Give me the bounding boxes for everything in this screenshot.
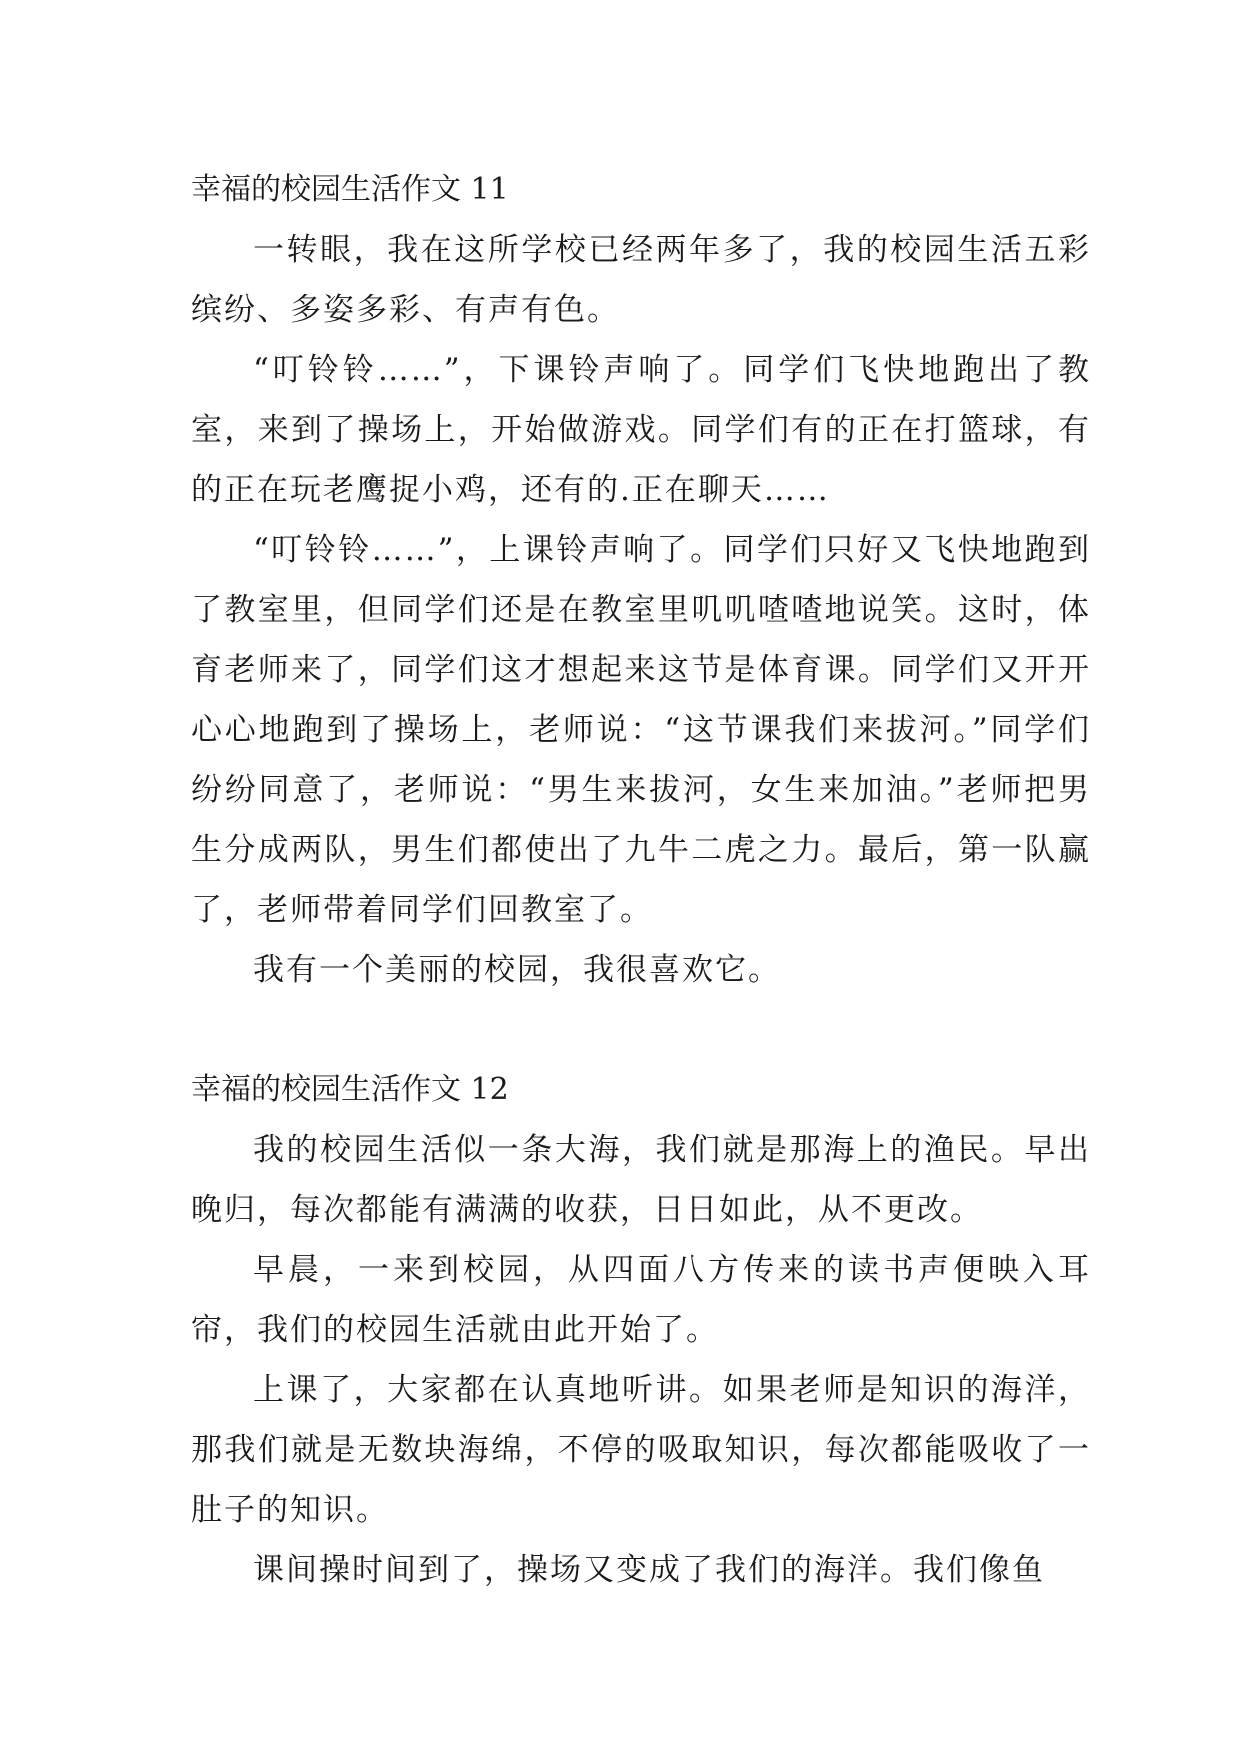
paragraph: 我的校园生活似一条大海，我们就是那海上的渔民。早出晚归，每次都能有满满的收获，日日如此，从不更改。 xyxy=(191,1132,1091,1228)
paragraph: 我有一个美丽的校园，我很喜欢它。 xyxy=(253,952,781,988)
essay-11 xyxy=(191,160,1091,1000)
essay-12 xyxy=(191,1060,1091,1600)
paragraph: 课间操时间到了，操场又变成了我们的海洋。我们像鱼 xyxy=(253,1552,1045,1588)
essay-title: 幸福的校园生活作文 11 xyxy=(191,172,509,207)
paragraph: 一转眼，我在这所学校已经两年多了，我的校园生活五彩缤纷、多姿多彩、有声有色。 xyxy=(191,232,1091,328)
section-spacer xyxy=(191,1000,1091,1060)
paragraph: 上课了，大家都在认真地听讲。如果老师是知识的海洋，那我们就是无数块海绵，不停的吸取知识，每次都能吸收了一肚子的知识。 xyxy=(191,1372,1091,1528)
essay-title: 幸福的校园生活作文 12 xyxy=(191,1072,509,1107)
paragraph: 早晨，一来到校园，从四面八方传来的读书声便映入耳帘，我们的校园生活就由此开始了。 xyxy=(191,1252,1091,1348)
document-page xyxy=(191,160,1091,1600)
paragraph: “叮铃铃……”，下课铃声响了。同学们飞快地跑出了教室，来到了操场上，开始做游戏。同学们有的正在打篮球，有的正在玩老鹰捉小鸡，还有的.正在聊天…… xyxy=(191,352,1091,508)
paragraph: “叮铃铃……”，上课铃声响了。同学们只好又飞快地跑到了教室里，但同学们还是在教室里叽叽喳喳地说笑。这时，体育老师来了，同学们这才想起来这节是体育课。同学们又开开心心地跑到了操场上，老师说：“这节课我们来拔河。”同学们纷纷同意了，老师说：“男生来拔河，女生来加油。”老师把男生分成两队，男生们都使出了九牛二虎之力。最后，第一队赢了，老师带着同学们回教室了。 xyxy=(191,532,1091,928)
